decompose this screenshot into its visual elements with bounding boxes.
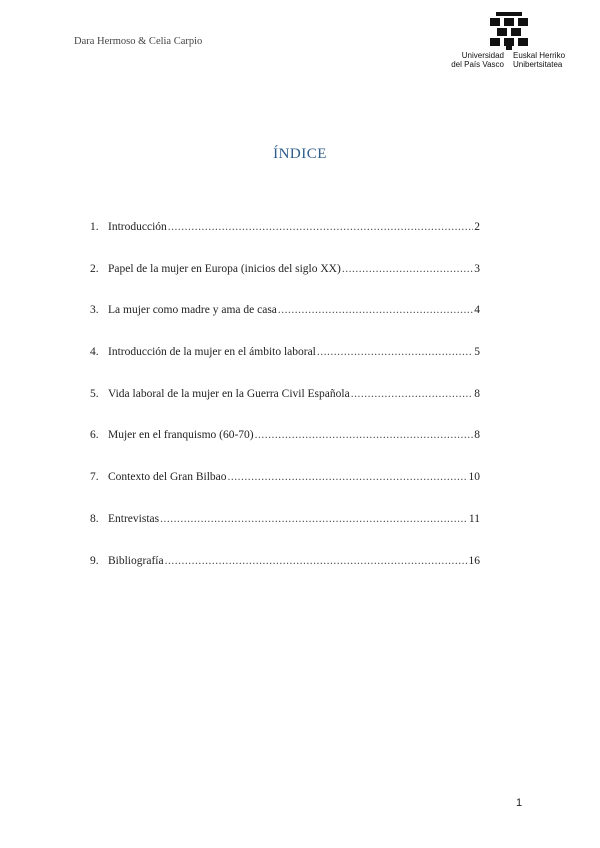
toc-entry-page: 8 xyxy=(474,387,480,400)
toc-entry-number: 6. xyxy=(90,429,99,442)
toc-entry-label: Papel de la mujer en Europa (inicios del siglo XX) xyxy=(108,262,341,275)
logo-text-es-line2: del País Vasco xyxy=(451,60,504,69)
upv-ehu-logo-icon xyxy=(488,12,530,50)
toc-entry-leader xyxy=(342,263,473,275)
toc-entry-leader xyxy=(255,429,474,441)
toc-entry-number: 3. xyxy=(90,304,99,317)
toc-entry-number: 1. xyxy=(90,221,99,233)
header-authors: Dara Hermoso & Celia Carpio xyxy=(74,36,203,47)
toc-entry-leader xyxy=(351,388,474,400)
toc-entry-label: La mujer como madre y ama de casa xyxy=(108,304,277,317)
toc-entry-number: 7. xyxy=(90,471,99,484)
toc-entry[interactable] xyxy=(90,304,480,346)
toc-entry-page: 4 xyxy=(474,304,480,317)
toc-entry-number: 8. xyxy=(90,512,99,525)
toc-entry[interactable] xyxy=(90,471,480,513)
toc-entry[interactable] xyxy=(90,513,480,555)
toc-entry[interactable] xyxy=(90,555,480,597)
toc-entry-page: 2 xyxy=(474,221,480,233)
toc-entry[interactable] xyxy=(90,263,480,305)
toc-entry[interactable] xyxy=(90,388,480,430)
toc-entry[interactable] xyxy=(90,346,480,388)
logo-text-es xyxy=(444,51,504,69)
toc-entry-page: 8 xyxy=(474,429,480,442)
university-logo xyxy=(444,12,574,72)
logo-text-eu-line2: Unibertsitatea xyxy=(513,60,563,69)
toc-entry-leader xyxy=(228,471,468,483)
toc-entry-leader xyxy=(165,555,468,567)
toc-entry[interactable] xyxy=(90,221,480,263)
toc-entry-leader xyxy=(317,346,473,358)
toc-entry-page: 11 xyxy=(468,512,480,525)
logo-text-eu xyxy=(513,51,573,69)
toc-entry-label: Entrevistas xyxy=(108,512,160,525)
toc-entry-leader xyxy=(160,513,468,525)
toc-entry-leader xyxy=(278,304,473,316)
toc-entry-label: Mujer en el franquismo (60-70) xyxy=(108,429,254,442)
toc-entry-label: Bibliografía xyxy=(108,554,164,567)
toc-entry-number: 2. xyxy=(90,262,99,275)
toc-entry-leader xyxy=(168,221,473,233)
toc-entry-label: Vida laboral de la mujer en la Guerra Civil Española xyxy=(108,387,350,400)
toc-entry-page: 16 xyxy=(468,554,480,567)
page-number: 1 xyxy=(516,797,523,809)
toc-entry-label: Introducción de la mujer en el ámbito laboral xyxy=(108,346,316,359)
toc-entry-label: Introducción xyxy=(108,221,167,233)
toc-entry-page: 10 xyxy=(468,471,480,484)
table-of-contents xyxy=(90,221,480,596)
logo-text-es-line1: Universidad xyxy=(461,51,504,60)
toc-entry-number: 4. xyxy=(90,346,99,359)
toc-entry-number: 5. xyxy=(90,387,99,400)
toc-entry[interactable] xyxy=(90,429,480,471)
page-title: ÍNDICE xyxy=(273,146,327,162)
toc-entry-number: 9. xyxy=(90,554,99,567)
logo-text-eu-line1: Euskal Herriko xyxy=(513,51,566,60)
toc-entry-page: 3 xyxy=(474,262,480,275)
toc-entry-label: Contexto del Gran Bilbao xyxy=(108,471,227,484)
toc-entry-page: 5 xyxy=(474,346,480,359)
